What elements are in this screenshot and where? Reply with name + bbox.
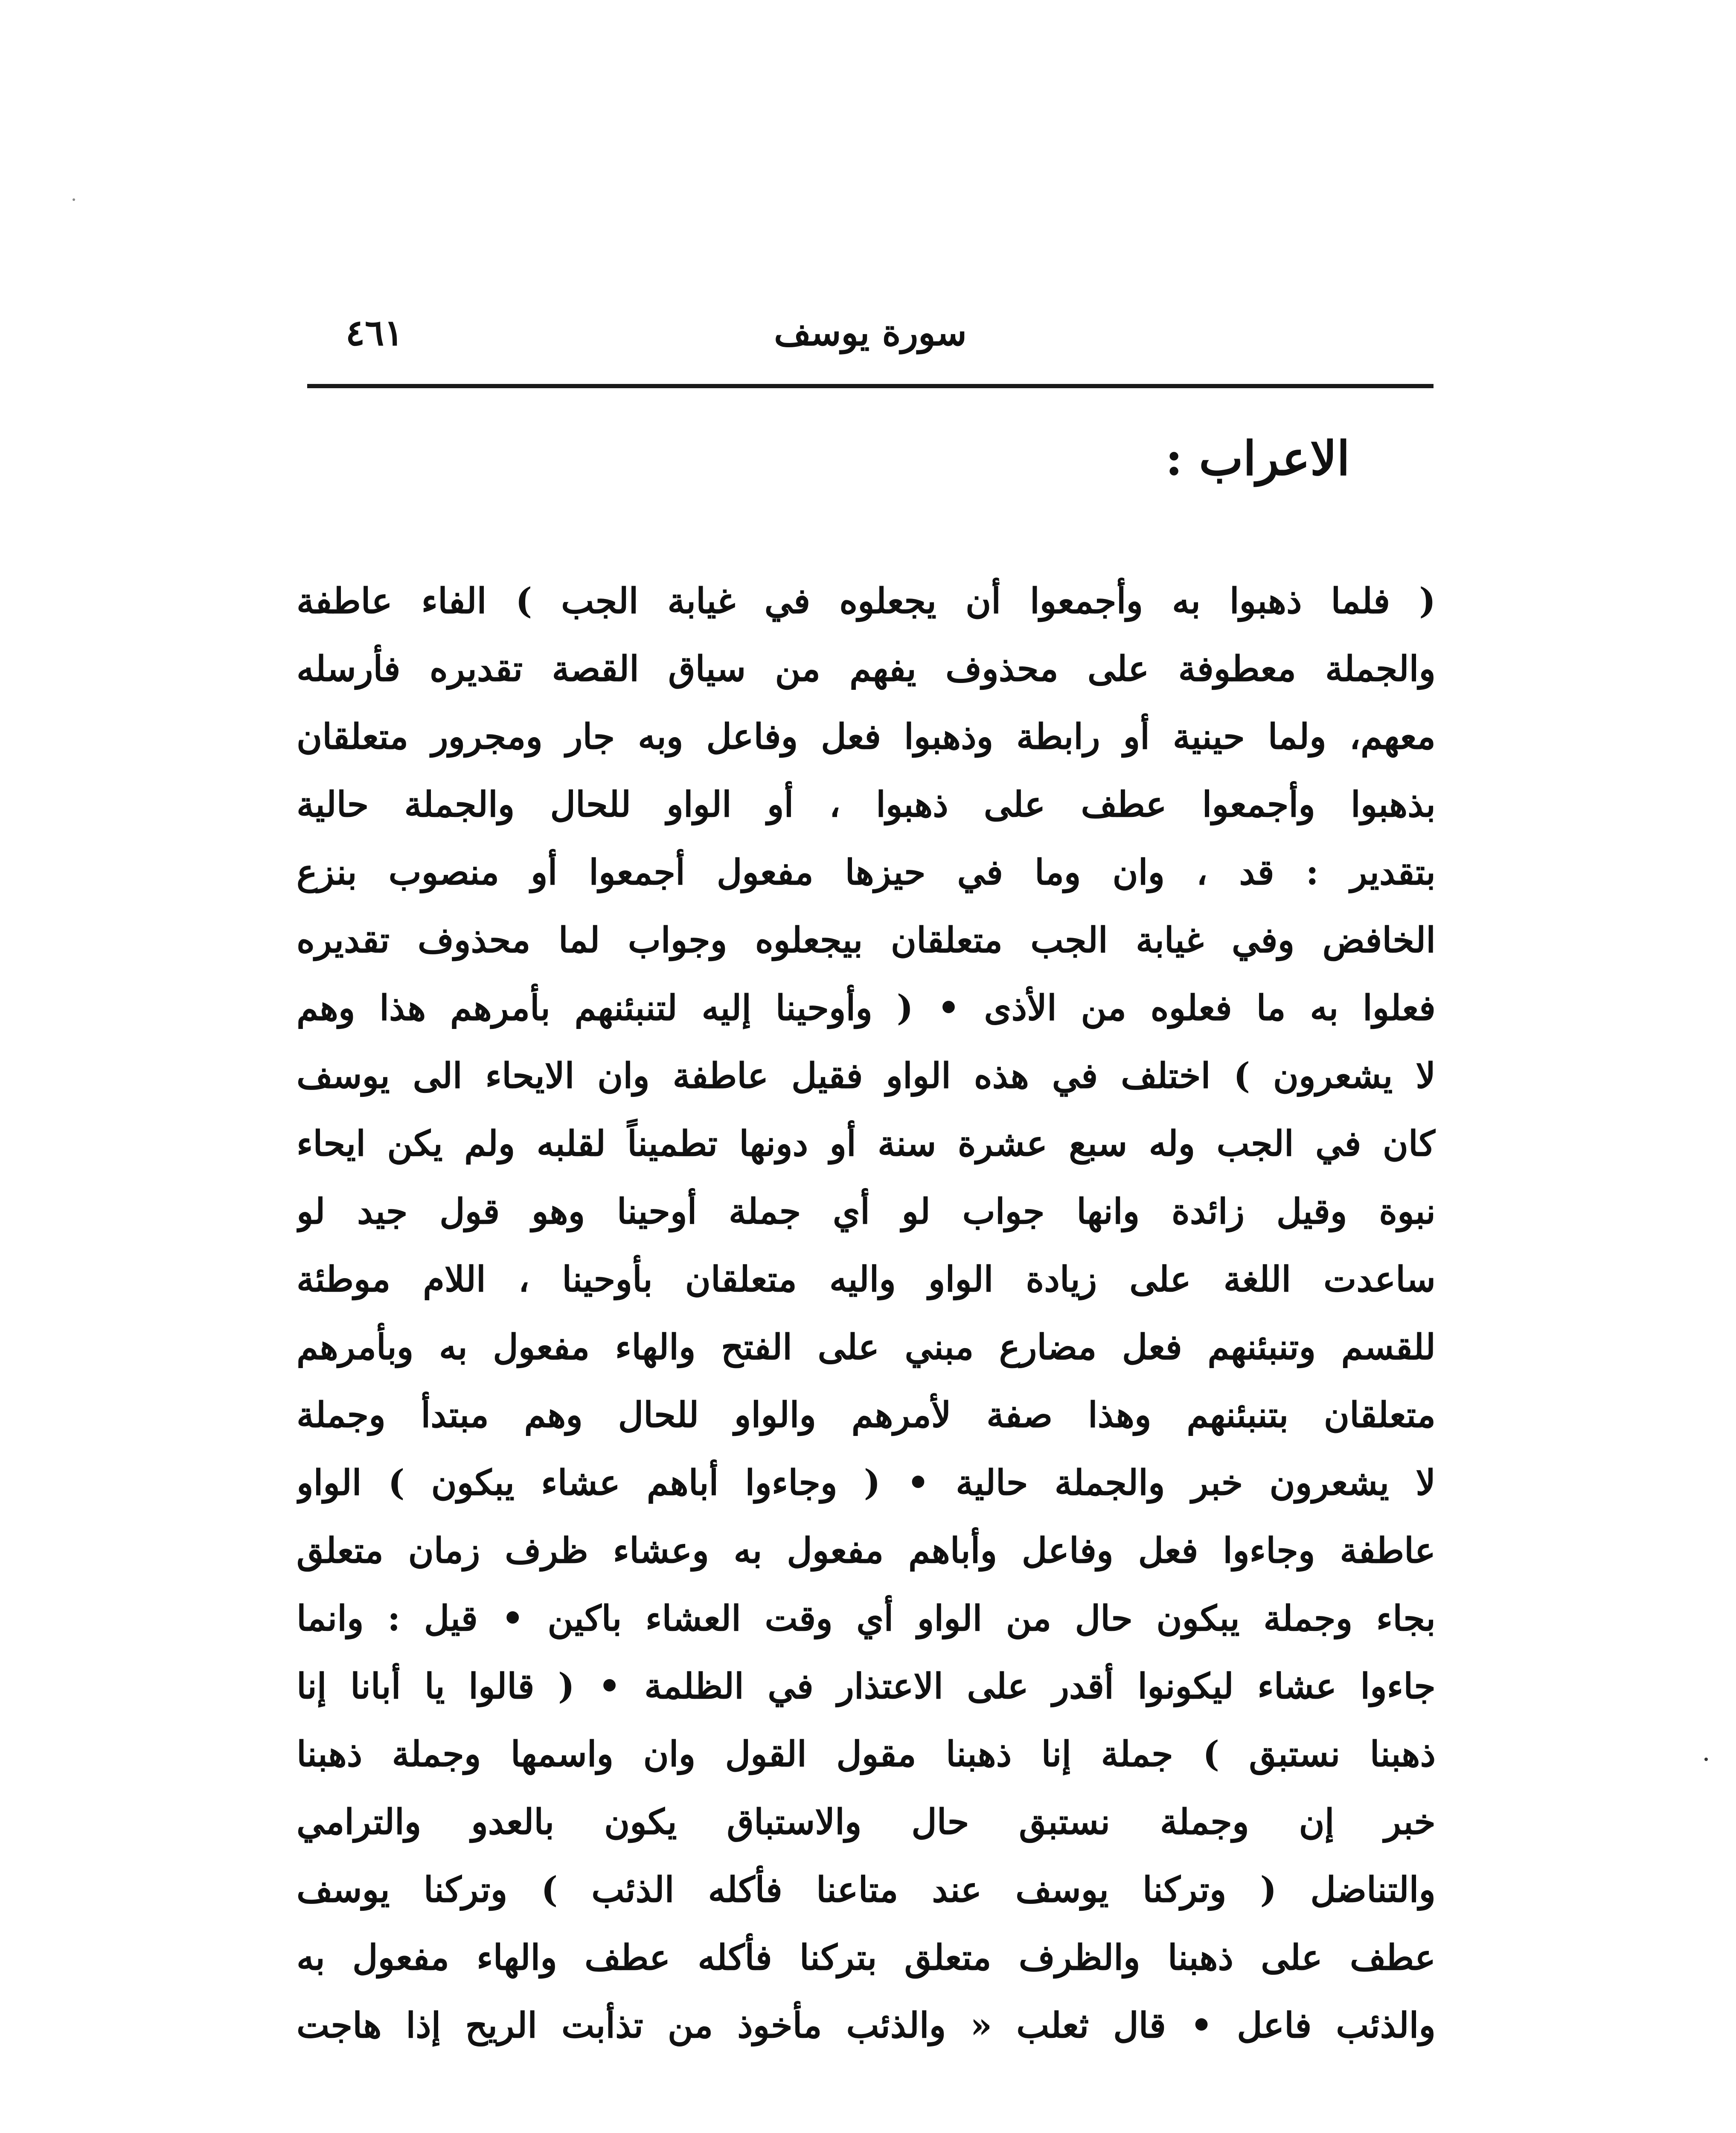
running-header: [307, 294, 1434, 380]
text-line: ذهبنا نستبق ) جملة إنا ذهبنا مقول القول وان واسمها وجملة ذهبنا: [297, 1734, 1436, 1775]
text-line: كان في الجب وله سبع عشرة سنة أو دونها تطميناً لقلبه ولم يكن ايحاء: [297, 1123, 1436, 1164]
text-line: ساعدت اللغة على زيادة الواو واليه متعلقان بأوحينا ، اللام موطئة: [297, 1259, 1436, 1300]
text-line: لا يشعرون ) اختلف في هذه الواو فقيل عاطفة وان الايحاء الى يوسف: [297, 1055, 1436, 1096]
text-line: والجملة معطوفة على محذوف يفهم من سياق القصة تقديره فأرسله: [297, 648, 1436, 689]
page-number: ٤٦١: [346, 311, 404, 354]
surah-title: سورة يوسف: [774, 311, 967, 354]
scan-speck: [73, 198, 75, 201]
scan-speck: [1704, 1758, 1708, 1761]
section-heading: الاعراب :: [1165, 431, 1350, 486]
text-line: والتناضل ( وتركنا يوسف عند متاعنا فأكله الذئب ) وتركنا يوسف: [297, 1869, 1436, 1910]
text-line: للقسم وتنبئنهم فعل مضارع مبني على الفتح والهاء مفعول به وبأمرهم: [297, 1327, 1436, 1368]
text-line: خبر إن وجملة نستبق حال والاستباق يكون بالعدو والترامي: [297, 1802, 1436, 1842]
text-line: بتقدير : قد ، وان وما في حيزها مفعول أجمعوا أو منصوب بنزع: [297, 852, 1436, 893]
text-line: الخافض وفي غيابة الجب متعلقان بيجعلوه وجواب لما محذوف تقديره: [297, 920, 1436, 961]
text-line: والذئب فاعل • قال ثعلب « والذئب مأخوذ من تذأبت الريح إذا هاجت: [297, 2005, 1436, 2046]
header-rule: [307, 384, 1434, 388]
text-line: عاطفة وجاءوا فعل وفاعل وأباهم مفعول به وعشاء ظرف زمان متعلق: [297, 1530, 1436, 1571]
text-line: متعلقان بتنبئنهم وهذا صفة لأمرهم والواو للحال وهم مبتدأ وجملة: [297, 1395, 1436, 1436]
text-line: بجاء وجملة يبكون حال من الواو أي وقت العشاء باكين • قيل : وانما: [297, 1598, 1436, 1639]
text-line: جاءوا عشاء ليكونوا أقدر على الاعتذار في الظلمة • ( قالوا يا أبانا إنا: [297, 1666, 1436, 1707]
text-line: نبوة وقيل زائدة وانها جواب لو أي جملة أوحينا وهو قول جيد لو: [297, 1191, 1436, 1232]
body-text: [297, 567, 1436, 2060]
text-line: فعلوا به ما فعلوه من الأذى • ( وأوحينا إليه لتنبئنهم بأمرهم هذا وهم: [297, 988, 1436, 1029]
text-line: بذهبوا وأجمعوا عطف على ذهبوا ، أو الواو للحال والجملة حالية: [297, 784, 1436, 825]
text-line: لا يشعرون خبر والجملة حالية • ( وجاءوا أباهم عشاء يبكون ) الواو: [297, 1462, 1436, 1503]
text-line: عطف على ذهبنا والظرف متعلق بتركنا فأكله عطف والهاء مفعول به: [297, 1937, 1436, 1978]
text-line: ( فلما ذهبوا به وأجمعوا أن يجعلوه في غيابة الجب ) الفاء عاطفة: [297, 581, 1436, 622]
text-line: معهم، ولما حينية أو رابطة وذهبوا فعل وفاعل وبه جار ومجرور متعلقان: [297, 716, 1436, 757]
